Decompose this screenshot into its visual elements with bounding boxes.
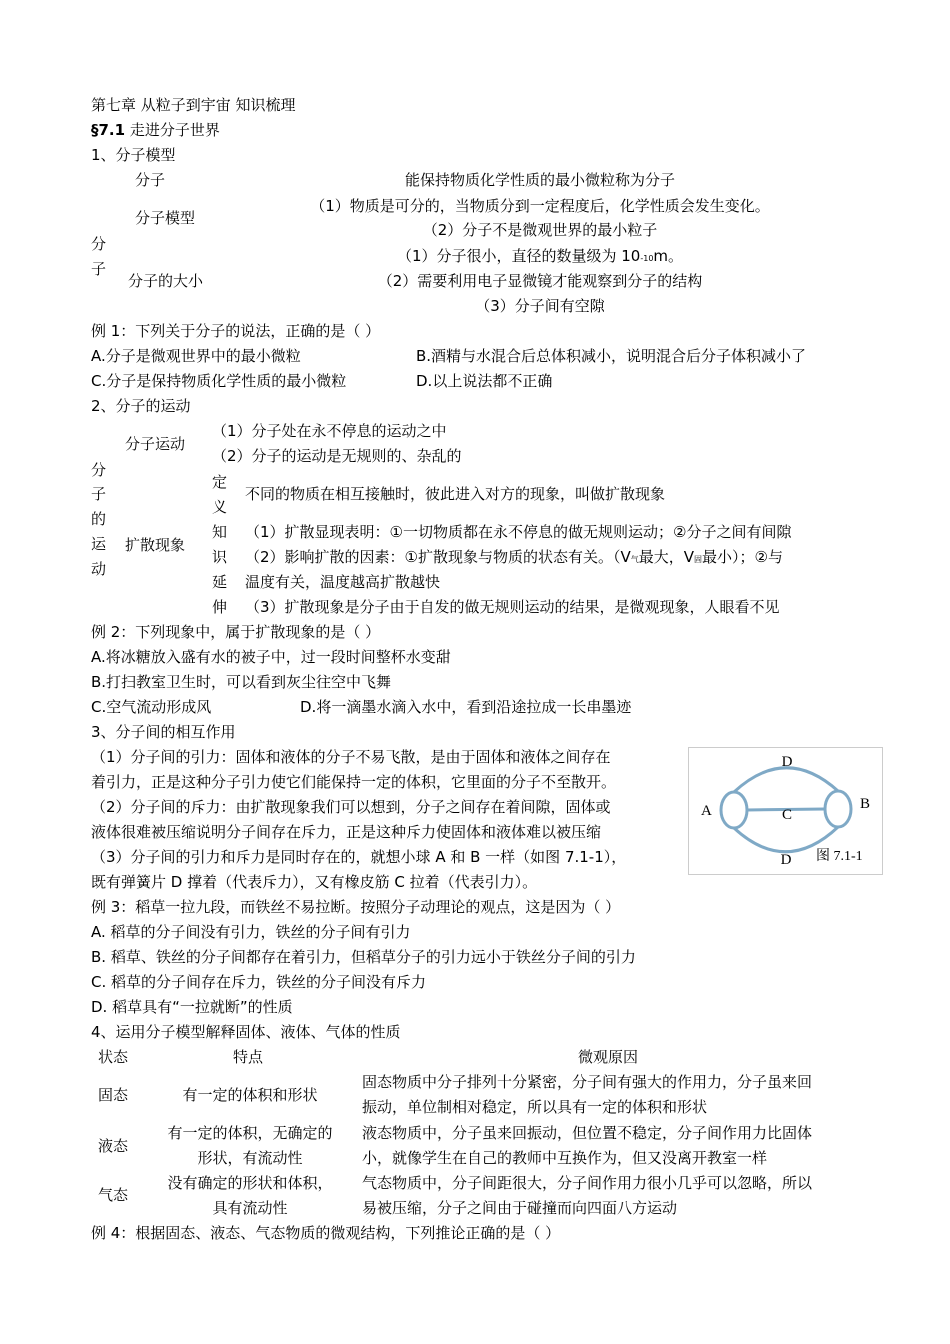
figure-7-1-1 <box>688 747 883 875</box>
ext-char: 识 <box>212 548 228 566</box>
example-question: 例 3：稻草一拉九段，而铁丝不易拉断。按照分子动理论的观点，这是因为（ ） <box>91 898 621 916</box>
option-b: B.酒精与水混合后总体积减小，说明混合后分子体积减小了 <box>416 347 807 365</box>
diffusion-label: 扩散现象 <box>125 536 186 554</box>
option-c: C.空气流动形成风 <box>91 698 212 716</box>
ext-line: （1）扩散显现表明：①一切物质都在永不停息的做无规则运动；②分子之间有间隙 <box>245 523 792 541</box>
subscript-solid: 固 <box>694 555 703 564</box>
label-d-bottom: D <box>780 852 792 868</box>
interaction-line: 液体很难被压缩说明分子间存在斥力，正是这种斥力使固体和液体难以被压缩 <box>91 823 602 841</box>
section-number: §7.1 <box>91 121 126 139</box>
chapter-title: 第七章 从粒子到宇宙 知识梳理 <box>91 96 296 114</box>
feature-cell: 有一定的体积，无确定的 <box>167 1124 333 1142</box>
option-d: D.以上说法都不正确 <box>416 372 553 390</box>
option-a: A. 稻草的分子间没有引力，铁丝的分子间有引力 <box>91 923 411 941</box>
row-label-molecule: 分子 <box>135 171 166 189</box>
row-label-model: 分子模型 <box>135 209 196 227</box>
interaction-line: （1）分子间的引力：固体和液体的分子不易飞散，是由于固体和液体之间存在 <box>91 748 611 766</box>
ext-line-part: 最大，V <box>638 548 695 566</box>
states-heading: 4、运用分子模型解释固体、液体、气体的性质 <box>91 1023 401 1041</box>
ext-line: （3）扩散现象是分子由于自发的做无规则运动的结果，是微观现象，人眼看不见 <box>245 598 780 616</box>
reason-cell: 气态物质中，分子间距很大，分子间作用力很小几乎可以忽略，所以 <box>362 1174 813 1192</box>
ext-line <box>245 547 783 570</box>
side-char: 的 <box>91 510 107 528</box>
example-question: 例 1：下列关于分子的说法，正确的是（ ） <box>91 322 381 340</box>
state-cell: 气态 <box>98 1186 129 1204</box>
label-c: C <box>782 807 793 823</box>
interaction-line: （2）分子间的斥力：由扩散现象我们可以想到，分子之间存在着间隙，固体或 <box>91 798 611 816</box>
section-heading <box>91 120 220 140</box>
definition-text: 不同的物质在相互接触时，彼此进入对方的现象，叫做扩散现象 <box>245 485 666 503</box>
interaction-line: 着引力，正是这种分子引力使它们能保持一定的体积，它里面的分子不至散开。 <box>91 773 617 791</box>
ball-b <box>825 791 851 827</box>
option-a: A.将冰糖放入盛有水的被子中，过一段时间整杯水变甜 <box>91 648 451 666</box>
interaction-line: （3）分子间的引力和斥力是同时存在的，就想小球 A 和 B 一样（如图 7.1-1）， <box>91 848 627 866</box>
ext-char: 知 <box>212 523 228 541</box>
interaction-heading: 3、分子间的相互作用 <box>91 723 236 741</box>
row-text: （2）需要利用电子显微镜才能观察到分子的结构 <box>377 272 703 290</box>
motion-heading: 2、分子的运动 <box>91 397 191 415</box>
column-header: 特点 <box>233 1048 264 1066</box>
ball-a <box>721 792 747 828</box>
row-text: （1）物质是可分的，当物质分到一定程度后，化学性质会发生变化。 <box>310 197 770 215</box>
feature-cell: 具有流动性 <box>212 1199 288 1217</box>
side-char: 运 <box>91 535 107 553</box>
motion-label: 分子运动 <box>125 435 186 453</box>
row-text: （3）分子间有空隙 <box>475 297 605 315</box>
motion-line: （1）分子处在永不停息的运动之中 <box>212 422 447 440</box>
column-header: 微观原因 <box>578 1048 639 1066</box>
def-char: 定 <box>212 473 228 491</box>
row-text: 能保持物质化学性质的最小微粒称为分子 <box>404 171 675 189</box>
reason-cell: 易被压缩，分子之间由于碰撞而向四面八方运动 <box>362 1199 678 1217</box>
ext-char: 延 <box>212 573 228 591</box>
def-char: 义 <box>212 498 228 516</box>
reason-cell: 小，就像学生在自己的教师中互换作为，但又没离开教室一样 <box>362 1149 768 1167</box>
side-char: 子 <box>91 485 107 503</box>
ext-char: 伸 <box>212 598 228 616</box>
subscript-gas: 气 <box>630 555 639 564</box>
ext-line-part: （2）影响扩散的因素：①扩散现象与物质的状态有关。（V <box>245 548 631 566</box>
feature-cell: 形状，有流动性 <box>197 1149 303 1167</box>
ext-line-part: 最小）；②与 <box>702 548 783 566</box>
state-cell: 液态 <box>98 1137 129 1155</box>
label-d-top: D <box>781 754 793 770</box>
section-title: 走进分子世界 <box>129 121 220 139</box>
feature-cell: 没有确定的形状和体积， <box>167 1174 333 1192</box>
row-text: （2）分子不是微观世界的最小粒子 <box>422 221 658 239</box>
reason-cell: 固态物质中分子排列十分紧密，分子间有强大的作用力，分子虽来回 <box>362 1073 813 1091</box>
option-d: D. 稻草具有“一拉就断”的性质 <box>91 998 293 1016</box>
side-char: 动 <box>91 560 107 578</box>
reason-cell: 振动，单位制相对稳定，所以具有一定的体积和形状 <box>362 1098 708 1116</box>
size-text: （1）分子很小，直径的数量级为 10 <box>396 247 641 265</box>
option-d: D.将一滴墨水滴入水中，看到沿途拉成一长串墨迹 <box>300 698 632 716</box>
column-header: 状态 <box>98 1048 129 1066</box>
reason-cell: 液态物质中，分子虽来回振动，但位置不稳定，分子间作用力比固体 <box>362 1124 813 1142</box>
option-c: C. 稻草的分子间存在斥力，铁丝的分子间没有斥力 <box>91 973 427 991</box>
spring-top <box>734 768 838 792</box>
option-b: B.打扫教室卫生时，可以看到灰尘往空中飞舞 <box>91 673 392 691</box>
side-char: 分 <box>91 235 107 253</box>
side-char: 分 <box>91 461 107 479</box>
size-unit: m。 <box>653 247 684 265</box>
option-a: A.分子是微观世界中的最小微粒 <box>91 347 301 365</box>
state-cell: 固态 <box>98 1086 129 1104</box>
example-question: 例 2：下列现象中，属于扩散现象的是（ ） <box>91 623 381 641</box>
side-char: 子 <box>91 260 107 278</box>
label-a: A <box>701 803 712 819</box>
molecular-model-heading: 1、分子模型 <box>91 146 176 164</box>
option-c: C.分子是保持物质化学性质的最小微粒 <box>91 372 347 390</box>
option-b: B. 稻草、铁丝的分子间都存在着引力，但稻草分子的引力远小于铁丝分子间的引力 <box>91 948 636 966</box>
row-text <box>280 246 800 269</box>
molecule-spring-diagram <box>689 748 882 874</box>
motion-line: （2）分子的运动是无规则的、杂乱的 <box>212 447 462 465</box>
feature-cell: 有一定的体积和形状 <box>182 1086 318 1104</box>
label-b: B <box>860 796 871 812</box>
figure-caption: 图 7.1-1 <box>816 849 863 864</box>
interaction-line: 既有弹簧片 D 撑着（代表斥力），又有橡皮筋 C 拉着（代表引力）。 <box>91 873 538 891</box>
row-label-size: 分子的大小 <box>128 272 204 290</box>
ext-line: 温度有关，温度越高扩散越快 <box>245 573 441 591</box>
example-question: 例 4：根据固态、液态、气态物质的微观结构，下列推论正确的是（ ） <box>91 1224 561 1242</box>
size-exponent: -10 <box>640 254 654 263</box>
